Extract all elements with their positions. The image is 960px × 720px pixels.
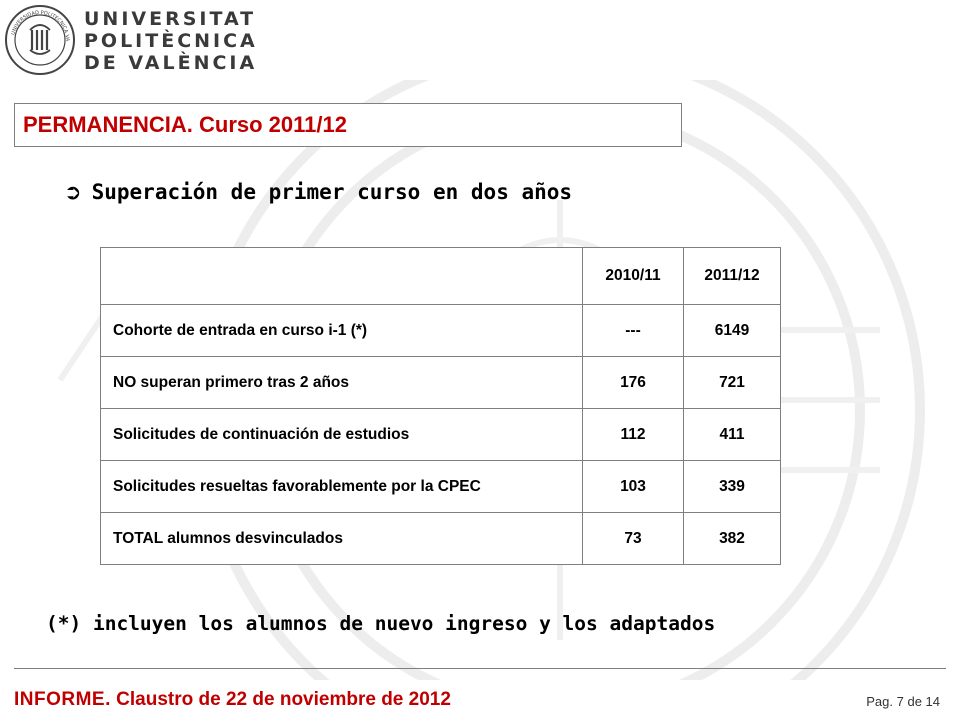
right-arrow-icon: ➲ (64, 180, 82, 204)
table-row-label: Solicitudes de continuación de estudios (101, 409, 583, 461)
table-cell: 339 (684, 461, 781, 513)
table-cell: 112 (583, 409, 684, 461)
table-row (101, 409, 781, 461)
table-header-row (101, 248, 781, 305)
page-title: PERMANENCIA. Curso 2011/12 (23, 112, 347, 137)
table-row (101, 461, 781, 513)
table-row-label: Cohorte de entrada en curso i-1 (*) (101, 305, 583, 357)
logo-text: UNIVERSIDAD POLITECNICA VA (10, 9, 71, 42)
table-row-label: NO superan primero tras 2 años (101, 357, 583, 409)
title-box (14, 103, 682, 147)
table-header-cell: 2010/11 (583, 248, 684, 305)
table-row (101, 357, 781, 409)
footer-divider (14, 668, 946, 669)
university-name (84, 8, 258, 74)
subtitle-text: Superación de primer curso en dos años (91, 180, 573, 204)
table-cell: 6149 (684, 305, 781, 357)
table-cell: --- (583, 305, 684, 357)
table-row-label: TOTAL alumnos desvinculados (101, 513, 583, 565)
university-line-1: UNIVERSITAT (84, 8, 257, 30)
table-header-cell: 2011/12 (684, 248, 781, 305)
university-logo (4, 4, 76, 76)
table-row-label: Solicitudes resueltas favorablemente por la CPEC (101, 461, 583, 513)
table-row (101, 305, 781, 357)
footer-report (14, 689, 451, 711)
section-subtitle (64, 180, 572, 204)
footer-label: INFORME. (14, 689, 111, 710)
table-cell: 176 (583, 357, 684, 409)
table-cell: 721 (684, 357, 781, 409)
university-line-2: POLITÈCNICA (84, 30, 258, 52)
page-number: Pag. 7 de 14 (866, 694, 940, 709)
table-cell: 103 (583, 461, 684, 513)
university-line-3: DE VALÈNCIA (84, 52, 258, 74)
table-row (101, 513, 781, 565)
table-cell: 411 (684, 409, 781, 461)
table-cell: 382 (684, 513, 781, 565)
table-cell: 73 (583, 513, 684, 565)
permanence-table (100, 247, 781, 565)
table-header-cell (101, 248, 583, 305)
footer-text: Claustro de 22 de noviembre de 2012 (116, 689, 451, 710)
footnote: (*) incluyen los alumnos de nuevo ingreso y los adaptados (46, 612, 716, 635)
